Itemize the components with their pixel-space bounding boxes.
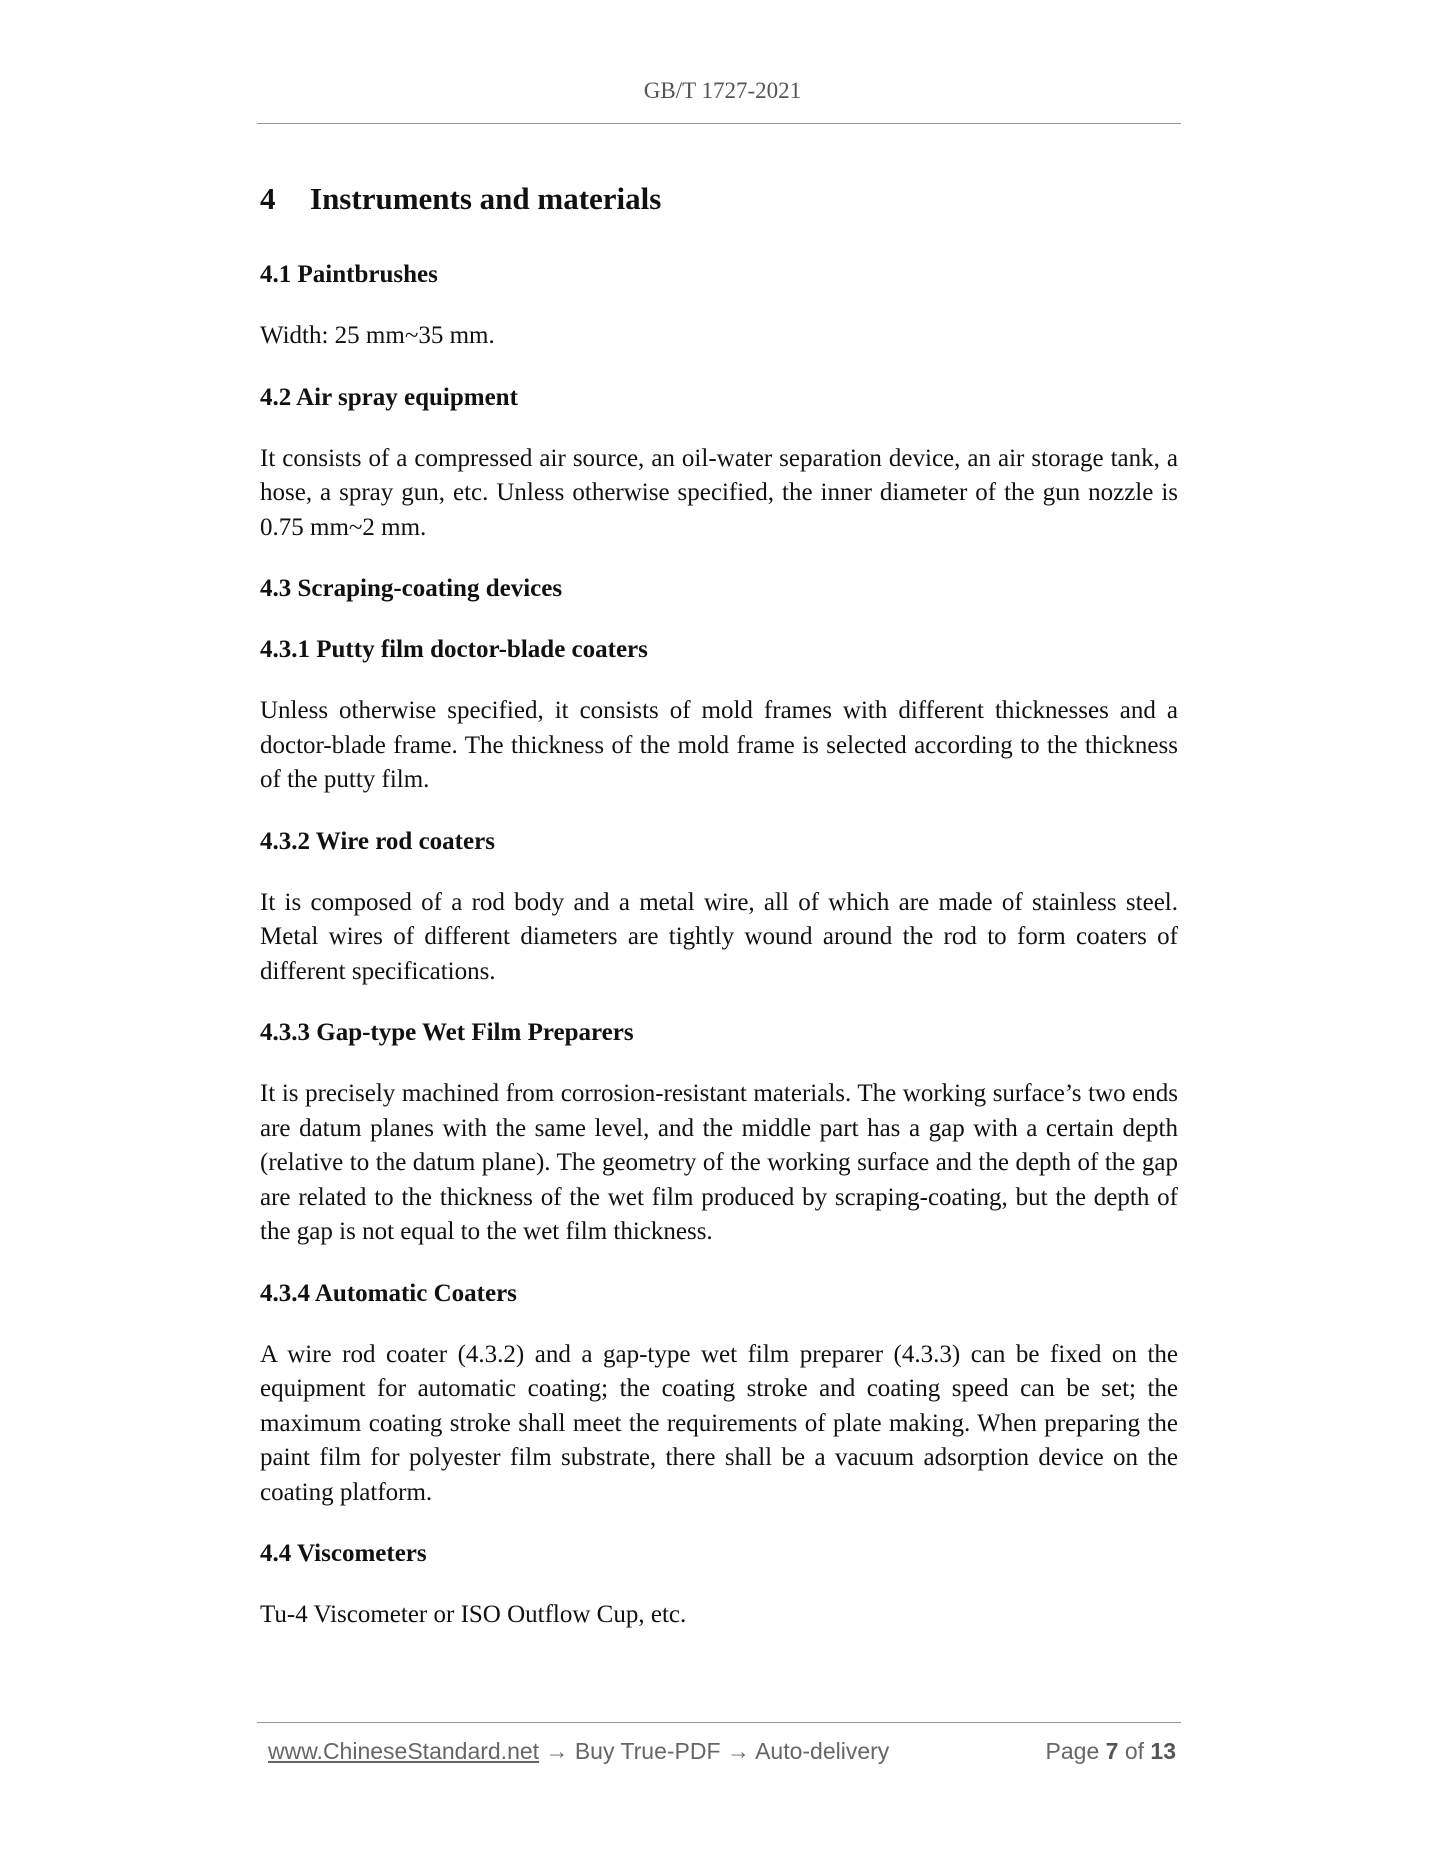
subsection-heading-4-3-4: 4.3.4 Automatic Coaters <box>260 1279 517 1307</box>
main-content <box>260 176 1178 1660</box>
buy-true-pdf-text: Buy True-PDF <box>574 1738 721 1764</box>
arrow-right-icon: → <box>726 1738 750 1764</box>
page-footer <box>268 1738 1176 1768</box>
subsection-heading-4-3: 4.3 Scraping-coating devices <box>260 575 563 602</box>
footer-divider <box>257 1722 1181 1723</box>
footer-promo <box>268 1738 889 1765</box>
page-total: 13 <box>1150 1738 1176 1764</box>
paragraph-4-3-2: It is composed of a rod body and a metal wire, all of which are made of stainless steel. Metal wires of different diameters are tightly wound around the rod to form coaters of different specifications. <box>260 888 1178 985</box>
paragraph-4-3-3: It is precisely machined from corrosion-resistant materials. The working surface’s two ends are datum planes with the same level, and the middle part has a gap with a certain depth (relative to the datum plane). The geometry of the working surface and the depth of the gap are related to the thickness of the wet film produced by scraping-coating, but the depth of the gap is not equal to the wet film thickness. <box>260 1080 1178 1245</box>
auto-delivery-text: Auto-delivery <box>755 1738 890 1764</box>
arrow-right-icon: → <box>545 1738 569 1764</box>
subsection-heading-4-2: 4.2 Air spray equipment <box>260 383 518 411</box>
page-current: 7 <box>1105 1738 1119 1764</box>
paragraph-4-3-4: A wire rod coater (4.3.2) and a gap-type wet film preparer (4.3.3) can be fixed on the equipment for automatic coating; the coating stroke and coating speed can be set; the maximum coating stroke shall meet the requirements of plate making. When preparing the paint film for polyester film substrate, there shall be a vacuum adsorption device on the coating platform. <box>260 1340 1178 1506</box>
paragraph-4-3-1: Unless otherwise specified, it consists of mold frames with different thicknesses and a doctor-blade frame. The thickness of the mold frame is selected according to the thickness of the putty film. <box>260 697 1178 793</box>
paragraph-4-4: Tu-4 Viscometer or ISO Outflow Cup, etc. <box>260 1601 687 1628</box>
section-number: 4 <box>260 181 276 216</box>
page-of-label: of <box>1124 1738 1145 1764</box>
section-heading <box>260 176 1178 222</box>
section-title: Instruments and materials <box>310 181 662 216</box>
subsection-heading-4-3-2: 4.3.2 Wire rod coaters <box>260 827 495 855</box>
document-header: GB/T 1727-2021 <box>643 78 802 103</box>
subsection-heading-4-4: 4.4 Viscometers <box>260 1540 427 1567</box>
subsection-heading-4-3-3: 4.3.3 Gap-type Wet Film Preparers <box>260 1019 634 1046</box>
header-divider <box>257 123 1181 124</box>
page-label: Page <box>1045 1738 1100 1764</box>
subsection-heading-4-1: 4.1 Paintbrushes <box>260 261 438 288</box>
paragraph-4-2: It consists of a compressed air source, an oil-water separation device, an air storage tank, a hose, a spray gun, etc. Unless otherwise specified, the inner diameter of the gun nozzle is 0.75 mm~2 mm. <box>260 444 1178 541</box>
paragraph-4-1: Width: 25 mm~35 mm. <box>260 322 495 349</box>
site-link[interactable]: www.ChineseStandard.net <box>268 1738 540 1764</box>
page-indicator <box>1046 1738 1176 1765</box>
subsection-heading-4-3-1: 4.3.1 Putty film doctor-blade coaters <box>260 636 648 663</box>
